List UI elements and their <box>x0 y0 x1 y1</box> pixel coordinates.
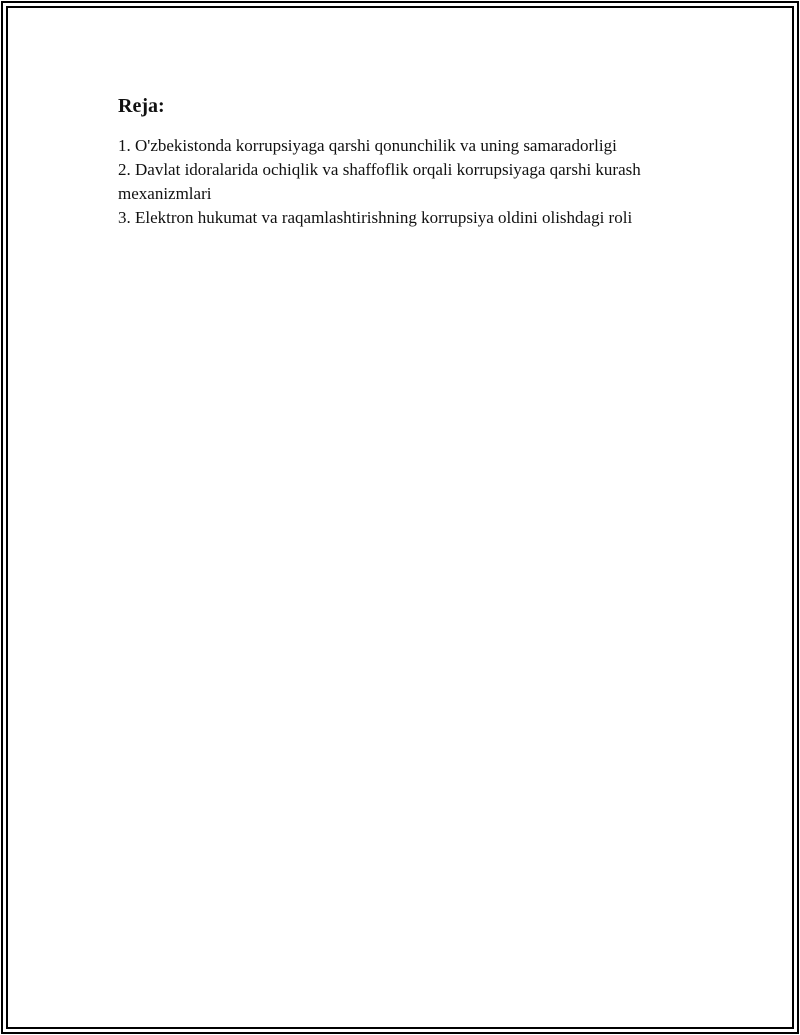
plan-item-1: 1. O'zbekistonda korrupsiyaga qarshi qonunchilik va uning samaradorligi <box>118 136 617 155</box>
plan-item-3: 3. Elektron hukumat va raqamlashtirishning korrupsiya oldini olishdagi roli <box>118 208 633 227</box>
plan-heading: Reja: <box>118 95 165 117</box>
document-content <box>118 92 708 230</box>
plan-item-2: 2. Davlat idoralarida ochiqlik va shaffoflik orqali korrupsiyaga qarshi kurash mexanizmlari <box>118 160 641 203</box>
plan-list <box>118 134 708 230</box>
